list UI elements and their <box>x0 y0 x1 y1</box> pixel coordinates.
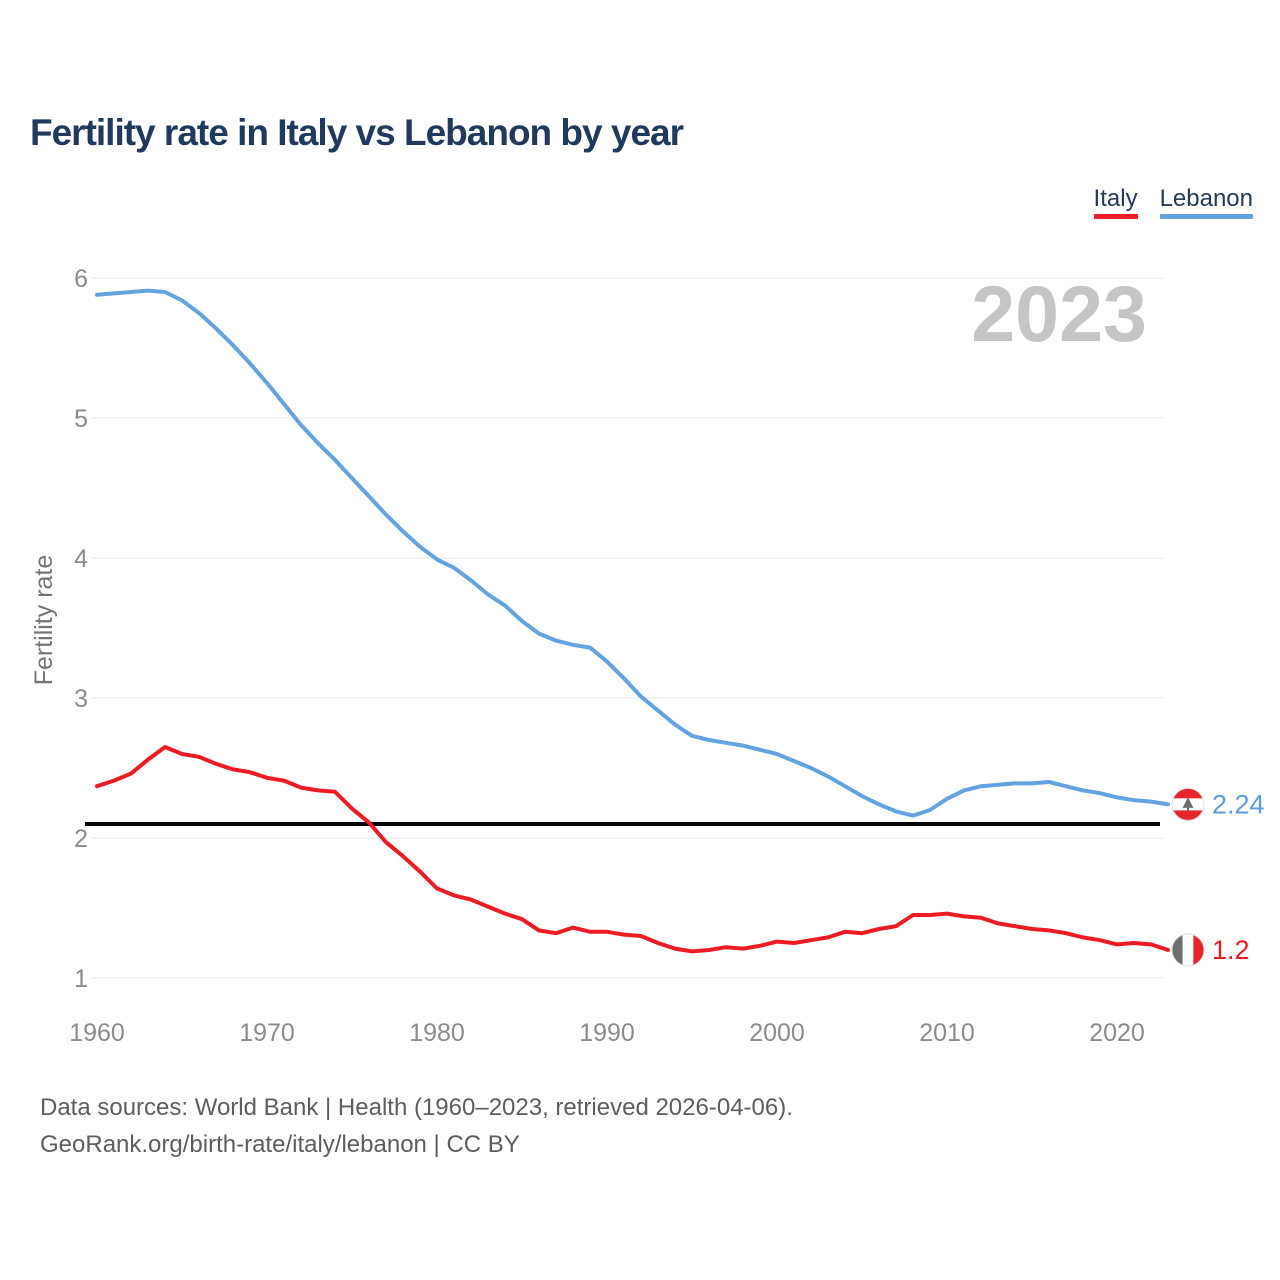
footer <box>40 1089 793 1163</box>
x-tick-label: 2000 <box>749 1019 805 1047</box>
italy-end-value: 1.2 <box>1212 935 1250 965</box>
y-tick-label: 6 <box>74 265 88 293</box>
x-axis-ticks <box>69 1019 1145 1047</box>
y-tick-label: 3 <box>74 685 88 713</box>
lebanon-end-value: 2.24 <box>1212 789 1265 820</box>
x-tick-label: 1960 <box>69 1019 125 1047</box>
y-tick-label: 2 <box>74 825 88 853</box>
y-axis-label: Fertility rate <box>30 554 58 686</box>
y-axis-ticks <box>74 265 88 993</box>
x-tick-label: 1970 <box>239 1019 295 1047</box>
footer-sources: Data sources: World Bank | Health (1960–2023, retrieved 2026-04-06). <box>40 1094 793 1121</box>
italy-flag-icon <box>1172 934 1205 966</box>
page-title: Fertility rate in Italy vs Lebanon by year <box>30 112 684 153</box>
cedar-icon <box>1187 808 1189 811</box>
y-tick-label: 4 <box>74 545 88 573</box>
x-tick-label: 1980 <box>409 1019 465 1047</box>
x-tick-label: 2010 <box>919 1019 975 1047</box>
gridlines <box>92 278 1163 978</box>
lebanon-series-line[interactable] <box>97 291 1168 816</box>
italy-series-line[interactable] <box>97 747 1168 951</box>
footer-attribution: GeoRank.org/birth-rate/italy/lebanon | CC BY <box>40 1131 520 1158</box>
legend-label-lebanon: Lebanon <box>1159 185 1253 212</box>
x-tick-label: 2020 <box>1089 1019 1145 1047</box>
y-tick-label: 1 <box>74 965 88 993</box>
watermark-year: 2023 <box>971 269 1147 358</box>
italy-flag-band <box>1183 934 1194 966</box>
legend-label-italy: Italy <box>1093 185 1138 212</box>
lebanon-flag-icon <box>1172 788 1204 820</box>
y-tick-label: 5 <box>74 405 88 433</box>
italy-flag-band <box>1172 934 1183 966</box>
x-tick-label: 1990 <box>579 1019 635 1047</box>
